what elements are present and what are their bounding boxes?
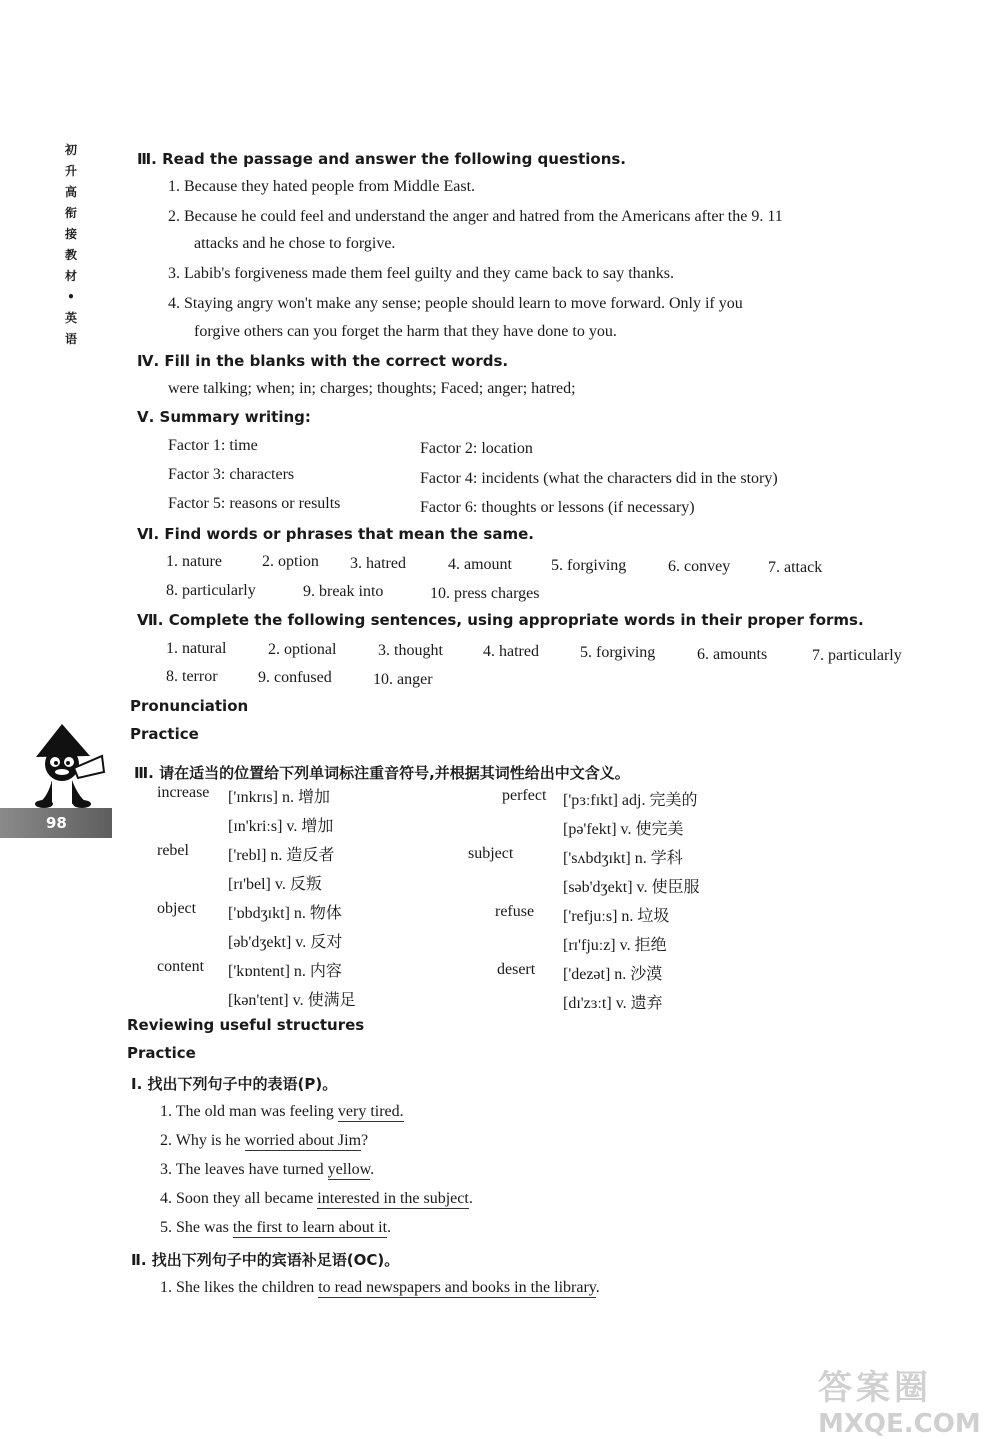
side-char: 材 [64,269,77,283]
section5-heading: Ⅴ. Summary writing: [137,408,311,426]
answer-item: 1. nature [166,553,222,570]
factor-item: Factor 1: time [168,437,258,454]
answer-item: 3. thought [378,642,443,659]
answer-item: 8. particularly [166,582,256,599]
answer-item: 2. optional [268,641,337,658]
section3-item: forgive others can you forget the harm that they have done to you. [194,323,617,340]
factor-item: Factor 2: location [420,440,533,457]
sentence-text: 2. Why is he [160,1132,245,1149]
sentence-end: . [370,1161,375,1178]
factor-item: Factor 5: reasons or results [168,495,341,512]
answer-item: 7. particularly [812,647,902,664]
word-noun: ['ɪnkrɪs] n. 增加 [228,789,330,806]
answer-item: 10. anger [373,671,433,688]
side-char: 教 [64,248,77,262]
answer-item: 6. amounts [697,646,768,663]
factor-item: Factor 3: characters [168,466,295,483]
word-noun: ['dezət] n. 沙漠 [563,966,663,983]
word-verb: [pə'fekt] v. 使完美 [563,821,684,838]
answer-item: 10. press charges [430,585,540,602]
sentence [160,1219,391,1237]
sentence-end: . [468,1190,473,1207]
sentence-end: . [387,1219,392,1236]
answer-item: 9. confused [258,669,332,686]
answer-underline: to read newspapers and books in the library [318,1279,596,1296]
side-char: 高 [64,185,77,199]
answer-item: 4. hatred [483,643,539,660]
watermark-url: MXQE.COM [818,1409,981,1439]
section7-heading: Ⅶ. Complete the following sentences, using appropriate words in their proper forms. [137,611,864,629]
section3-heading: Ⅲ. Read the passage and answer the following questions. [137,150,627,168]
side-char: 初 [64,143,77,157]
sentence-end: . [595,1279,600,1296]
pronunciation-heading: Ⅲ. 请在适当的位置给下列单词标注重音符号,并根据其词性给出中文含义。 [134,764,630,782]
section6-heading: Ⅵ. Find words or phrases that mean the same. [137,525,534,543]
watermark [818,1360,981,1439]
side-char: • [67,290,75,304]
word: rebel [157,842,189,859]
answer-underline: very tired. [337,1103,404,1120]
sentence [160,1190,473,1208]
sentence-text: 1. The old man was feeling [160,1103,338,1120]
answer-item: 1. natural [166,640,227,657]
word-verb: [əb'dʒekt] v. 反对 [228,934,343,951]
sentence-text: 4. Soon they all became [160,1190,318,1207]
structures-practice: Practice [127,1044,196,1062]
page-number-tab [0,808,112,838]
sentence-text: 5. She was [160,1219,233,1236]
pronunciation-title: Pronunciation [130,697,249,715]
side-char: 英 [64,311,77,325]
structures-title: Reviewing useful structures [127,1016,365,1034]
part2-heading: Ⅱ. 找出下列句子中的宾语补足语(OC)。 [131,1251,400,1269]
pronunciation-practice: Practice [130,725,199,743]
watermark-logo-text: 答案圈 [818,1368,932,1408]
answer-underline: yellow [327,1161,371,1178]
section3-item: 4. Staying angry won't make any sense; people should learn to move forward. Only if you [168,295,743,312]
answer-item: 4. amount [448,556,512,573]
cartoon-mascot-icon [22,712,112,812]
sentence [160,1103,404,1121]
answer-item: 5. forgiving [551,557,627,574]
section3-item: 3. Labib's forgiveness made them feel guilty and they came back to say thanks. [168,265,674,282]
word-verb: [rɪ'fjuːz] v. 拒绝 [563,937,667,954]
sentence-end: ? [361,1132,369,1149]
factor-item: Factor 6: thoughts or lessons (if necessary) [420,499,695,516]
answer-item: 3. hatred [350,555,406,572]
page-number: 98 [46,814,67,832]
section4-answers: were talking; when; in; charges; thoughts; Faced; anger; hatred; [168,380,576,397]
word-noun: ['refjuːs] n. 垃圾 [563,908,670,925]
side-char: 语 [64,332,77,346]
word-noun: ['pɜːfɪkt] adj. 完美的 [563,792,698,809]
sentence-text: 3. The leaves have turned [160,1161,328,1178]
section3-item: attacks and he chose to forgive. [194,235,396,252]
sentence-text: 1. She likes the children [160,1279,319,1296]
word: refuse [495,903,535,920]
answer-underline: worried about Jim [244,1132,362,1149]
word-noun: ['sʌbdʒɪkt] n. 学科 [563,850,683,867]
word-noun: ['kɒntent] n. 内容 [228,963,342,980]
answer-item: 5. forgiving [580,644,656,661]
word-verb: [səb'dʒekt] v. 使臣服 [563,879,700,896]
word-verb: [ɪn'kriːs] v. 增加 [228,818,334,835]
word: content [157,958,205,975]
answer-item: 8. terror [166,668,218,685]
factor-item: Factor 4: incidents (what the characters did in the story) [420,470,778,487]
word-verb: [dɪ'zɜːt] v. 遗弃 [563,995,663,1012]
answer-item: 6. convey [668,558,731,575]
side-book-title [58,140,84,350]
side-char: 接 [64,227,77,241]
answer-item: 9. break into [303,583,384,600]
answer-item: 2. option [262,553,319,570]
side-char: 衔 [64,206,77,220]
word: subject [468,845,514,862]
sentence [160,1161,374,1179]
word-noun: ['rebl] n. 造反者 [228,847,335,864]
word: desert [497,961,536,978]
answer-item: 7. attack [768,559,823,576]
section3-item: 2. Because he could feel and understand the anger and hatred from the Americans after the 9. 11 [168,208,783,225]
word-verb: [kən'tent] v. 使满足 [228,992,356,1009]
answer-underline: the first to learn about it [232,1219,388,1236]
word-verb: [rɪ'bel] v. 反叛 [228,876,322,893]
answer-underline: interested in the subject [317,1190,469,1207]
word-noun: ['ɒbdʒɪkt] n. 物体 [228,905,342,922]
part1-heading: Ⅰ. 找出下列句子中的表语(P)。 [131,1075,338,1093]
sentence [160,1279,600,1297]
side-char: 升 [64,164,77,178]
section4-heading: Ⅳ. Fill in the blanks with the correct words. [137,352,509,370]
sentence [160,1132,368,1150]
word: increase [157,784,210,801]
word: object [157,900,197,917]
section3-item: 1. Because they hated people from Middle East. [168,178,476,195]
word: perfect [502,787,547,804]
